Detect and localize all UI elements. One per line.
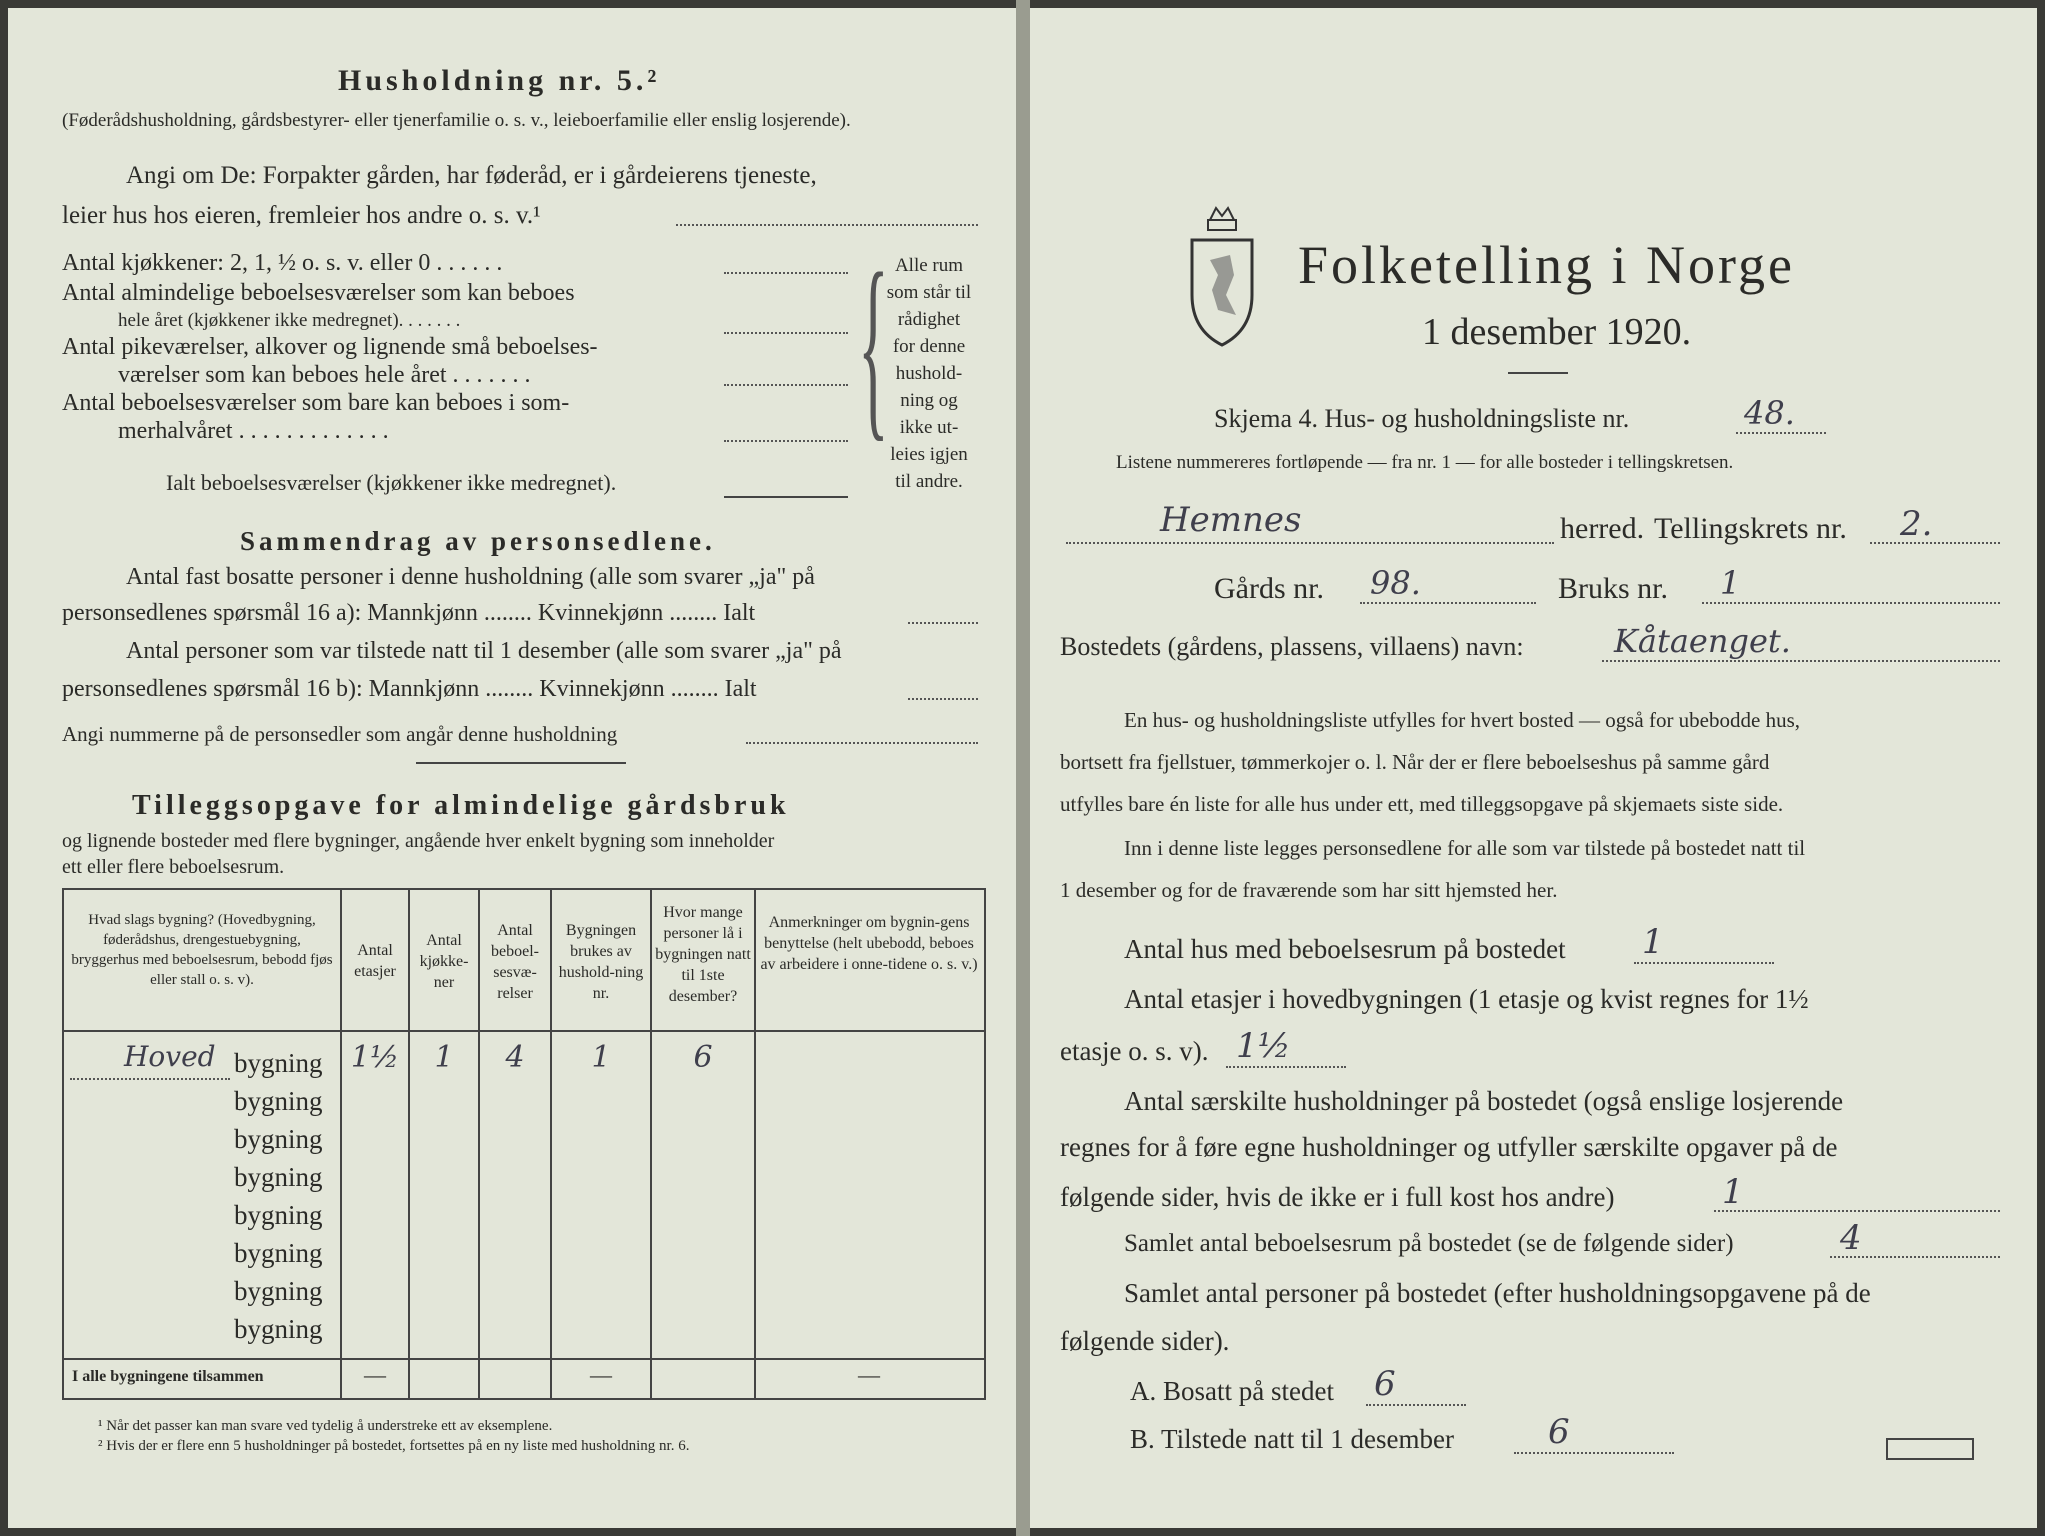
row1-kitchens: 1 [434, 1040, 454, 1075]
tenure-answer-line[interactable] [676, 224, 978, 226]
rooms-maids-1: Antal pikeværelser, alkover og lignende små beboelses- [62, 334, 598, 360]
supplement-text1: og lignende bosteder med flere bygninger, angående hver enkelt bygning som inneholder [62, 830, 775, 852]
row1-floors: 1½ [350, 1040, 400, 1075]
instruction-5: 1 desember og for de fraværende som har sitt hjemsted her. [1060, 878, 1558, 902]
q-floors-line1: Antal etasjer i hovedbygningen (1 etasje og kvist regnes for 1½ [1124, 984, 1809, 1014]
row2-label: bygning [234, 1086, 323, 1116]
brace: { [858, 231, 889, 459]
row8-label: bygning [234, 1314, 323, 1344]
krets-label: Tellingskrets nr. [1654, 512, 1847, 545]
footnote-1: ¹ Når det passer kan man svare ved tydelig å understreke ett av eksemplene. [98, 1418, 553, 1434]
q-households-value[interactable]: 1 [1722, 1172, 1744, 1212]
row7-label: bygning [234, 1276, 323, 1306]
header-persons: Hvor mange personer lå i bygningen natt til 1ste desember? [655, 904, 751, 1005]
q-households-line2: regnes for å føre egne husholdninger og utfyller særskilte opgaver på de [1060, 1132, 1838, 1162]
rooms-maids-2: værelser som kan beboes hele året . . . . . . . [118, 362, 531, 388]
herred-label: herred. [1560, 512, 1645, 545]
q-houses-value[interactable]: 1 [1642, 922, 1664, 962]
row1-rooms: 4 [505, 1040, 525, 1075]
gards-label: Gårds nr. [1214, 572, 1324, 605]
rooms-ordinary-2: hele året (kjøkkener ikke medregnet). . . . . . . [118, 310, 461, 331]
row3-label: bygning [234, 1124, 323, 1154]
row1-persons: 6 [693, 1040, 713, 1075]
rooms-kitchens: Antal kjøkkener: 2, 1, ½ o. s. v. eller 0 . . . . . . [62, 250, 503, 276]
header-household: Bygningen brukes av hushold-ning nr. [558, 922, 644, 1002]
a-resident-value[interactable]: 6 [1374, 1364, 1396, 1404]
table-total-label: I alle bygningene tilsammen [72, 1368, 264, 1385]
a-resident-label: A. Bosatt på stedet [1130, 1376, 1334, 1406]
header-building-type: Hvad slags bygning? (Hovedbygning, føderådshus, drengestuebygning, bryggerhus med beboelsesrum, bebodd fjøs eller stall o. s. v). [71, 912, 333, 988]
title-divider [1508, 372, 1568, 374]
ordinary-rooms-answer-line[interactable] [724, 332, 848, 334]
total-household-dash: — [590, 1362, 612, 1387]
instruction-1: En hus- og husholdningsliste utfylles for hvert bosted — også for ubebodde hus, [1124, 708, 1800, 732]
list-number[interactable]: 48. [1744, 394, 1795, 432]
header-rooms: Antal beboel-sesvæ-relser [491, 922, 539, 1002]
q-floors-value[interactable]: 1½ [1236, 1026, 1291, 1066]
row4-label: bygning [234, 1162, 323, 1192]
rooms-total-label: Ialt beboelsesværelser (kjøkkener ikke medregnet). [166, 470, 617, 495]
side-note: Alle rum som står til rådighet for denne hushold- ning og ikke ut- leies igjen til andre. [886, 255, 972, 492]
census-date: 1 desember 1920. [1422, 311, 1692, 353]
printer-stamp [1886, 1438, 1974, 1460]
left-page [8, 8, 1016, 1528]
summary-b-line1: Antal personer som var tilstede natt til 1 desember (alle som svarer „ja" på [126, 638, 842, 664]
footnote-2: ² Hvis der er flere enn 5 husholdninger på bostedet, fortsettes på en ny liste med husholdning nr. 6. [98, 1438, 690, 1454]
q-rooms-label: Samlet antal beboelsesrum på bostedet (se de følgende sider) [1124, 1230, 1734, 1257]
b-present-value[interactable]: 6 [1548, 1412, 1570, 1452]
row1-label: bygning [234, 1048, 323, 1078]
page-fold [1016, 0, 1030, 1536]
q-floors-line2: etasje o. s. v). [1060, 1036, 1209, 1066]
row6-label: bygning [234, 1238, 323, 1268]
census-title: Folketelling i Norge [1298, 235, 1795, 295]
herred-value[interactable]: Hemnes [1160, 500, 1302, 540]
q-persons-line1: Samlet antal personer på bostedet (efter husholdningsopgavene på de [1124, 1278, 1871, 1308]
summary-a-total-line[interactable] [908, 622, 978, 624]
q-households-line3: følgende sider, hvis de ikke er i full kost hos andre) [1060, 1182, 1615, 1212]
maids-rooms-answer-line[interactable] [724, 384, 848, 386]
summary-c-answer-line[interactable] [746, 742, 978, 744]
supplement-text2: ett eller flere beboelsesrum. [62, 856, 285, 878]
header-floors: Antal etasjer [354, 942, 396, 980]
right-page [1030, 8, 2037, 1528]
household-title: Husholdning nr. 5.² [338, 64, 661, 97]
row5-label: bygning [234, 1200, 323, 1230]
section-divider [416, 762, 626, 764]
bruks-value[interactable]: 1 [1720, 564, 1741, 602]
total-floors-dash: — [364, 1362, 386, 1387]
rooms-summer-2: merhalvåret . . . . . . . . . . . . . [118, 418, 389, 444]
instruction-3: utfylles bare én liste for alle hus under ett, med tilleggsopgave på skjemaets siste side. [1060, 792, 1784, 816]
rooms-total-answer-line[interactable] [724, 496, 848, 498]
summary-b-line2: personsedlenes spørsmål 16 b): Mannkjønn ........ Kvinnekjønn ........ Ialt [62, 676, 757, 702]
row1-household: 1 [591, 1040, 611, 1075]
summary-title: Sammendrag av personsedlene. [240, 526, 716, 556]
total-remarks-dash: — [858, 1362, 880, 1387]
building-type-hoved: Hoved [124, 1040, 216, 1073]
gards-value[interactable]: 98. [1370, 564, 1421, 602]
summary-c-label: Angi nummerne på de personsedler som angår denne husholdning [62, 722, 618, 746]
household-subtitle: (Føderådshusholdning, gårdsbestyrer- eller tjenerfamilie o. s. v., leieboerfamilie eller enslig losjerende). [62, 110, 851, 131]
summary-b-total-line[interactable] [908, 698, 978, 700]
instruction-2: bortsett fra fjellstuer, tømmerkojer o. l. Når der er flere beboelseshus på samme gård [1060, 750, 1770, 774]
question-tenure-line2: leier hus hos eieren, fremleier hos andre o. s. v.¹ [62, 202, 541, 229]
coat-of-arms-icon [1182, 200, 1262, 350]
q-persons-line2: følgende sider). [1060, 1326, 1230, 1356]
buildings-table [62, 888, 986, 1400]
listing-note: Listene nummereres fortløpende — fra nr. 1 — for alle bosteder i tellingskretsen. [1116, 452, 1734, 473]
rooms-ordinary-1: Antal almindelige beboelsesværelser som kan beboes [62, 280, 575, 306]
kitchens-answer-line[interactable] [724, 272, 848, 274]
bosted-value[interactable]: Kåtaenget. [1614, 622, 1791, 660]
summer-rooms-answer-line[interactable] [724, 440, 848, 442]
schema-label: Skjema 4. Hus- og husholdningsliste nr. [1214, 404, 1630, 433]
rooms-summer-1: Antal beboelsesværelser som bare kan beboes i som- [62, 390, 570, 416]
krets-value[interactable]: 2. [1900, 504, 1933, 544]
q-rooms-value[interactable]: 4 [1840, 1218, 1862, 1258]
q-houses-label: Antal hus med beboelsesrum på bostedet [1124, 934, 1566, 964]
header-kitchens: Antal kjøkke-ner [419, 932, 469, 991]
b-present-label: B. Tilstede natt til 1 desember [1130, 1424, 1454, 1454]
header-remarks: Anmerkninger om bygnin-gens benyttelse (helt ubebodd, beboes av arbeidere i onne-tidene o. s. v.) [760, 914, 978, 973]
summary-a-line1: Antal fast bosatte personer i denne husholdning (alle som svarer „ja" på [126, 564, 815, 590]
instruction-4: Inn i denne liste legges personsedlene for alle som var tilstede på bostedet natt til [1124, 836, 1806, 860]
supplement-title: Tilleggsopgave for almindelige gårdsbruk [132, 790, 790, 821]
question-tenure-line1: Angi om De: Forpakter gården, har føderåd, er i gårdeierens tjeneste, [126, 162, 817, 189]
summary-a-line2: personsedlenes spørsmål 16 a): Mannkjønn ........ Kvinnekjønn ........ Ialt [62, 600, 756, 626]
bruks-label: Bruks nr. [1558, 572, 1669, 605]
q-households-line1: Antal særskilte husholdninger på bostedet (også enslige losjerende [1124, 1086, 1844, 1116]
bosted-label: Bostedets (gårdens, plassens, villaens) navn: [1060, 632, 1524, 661]
